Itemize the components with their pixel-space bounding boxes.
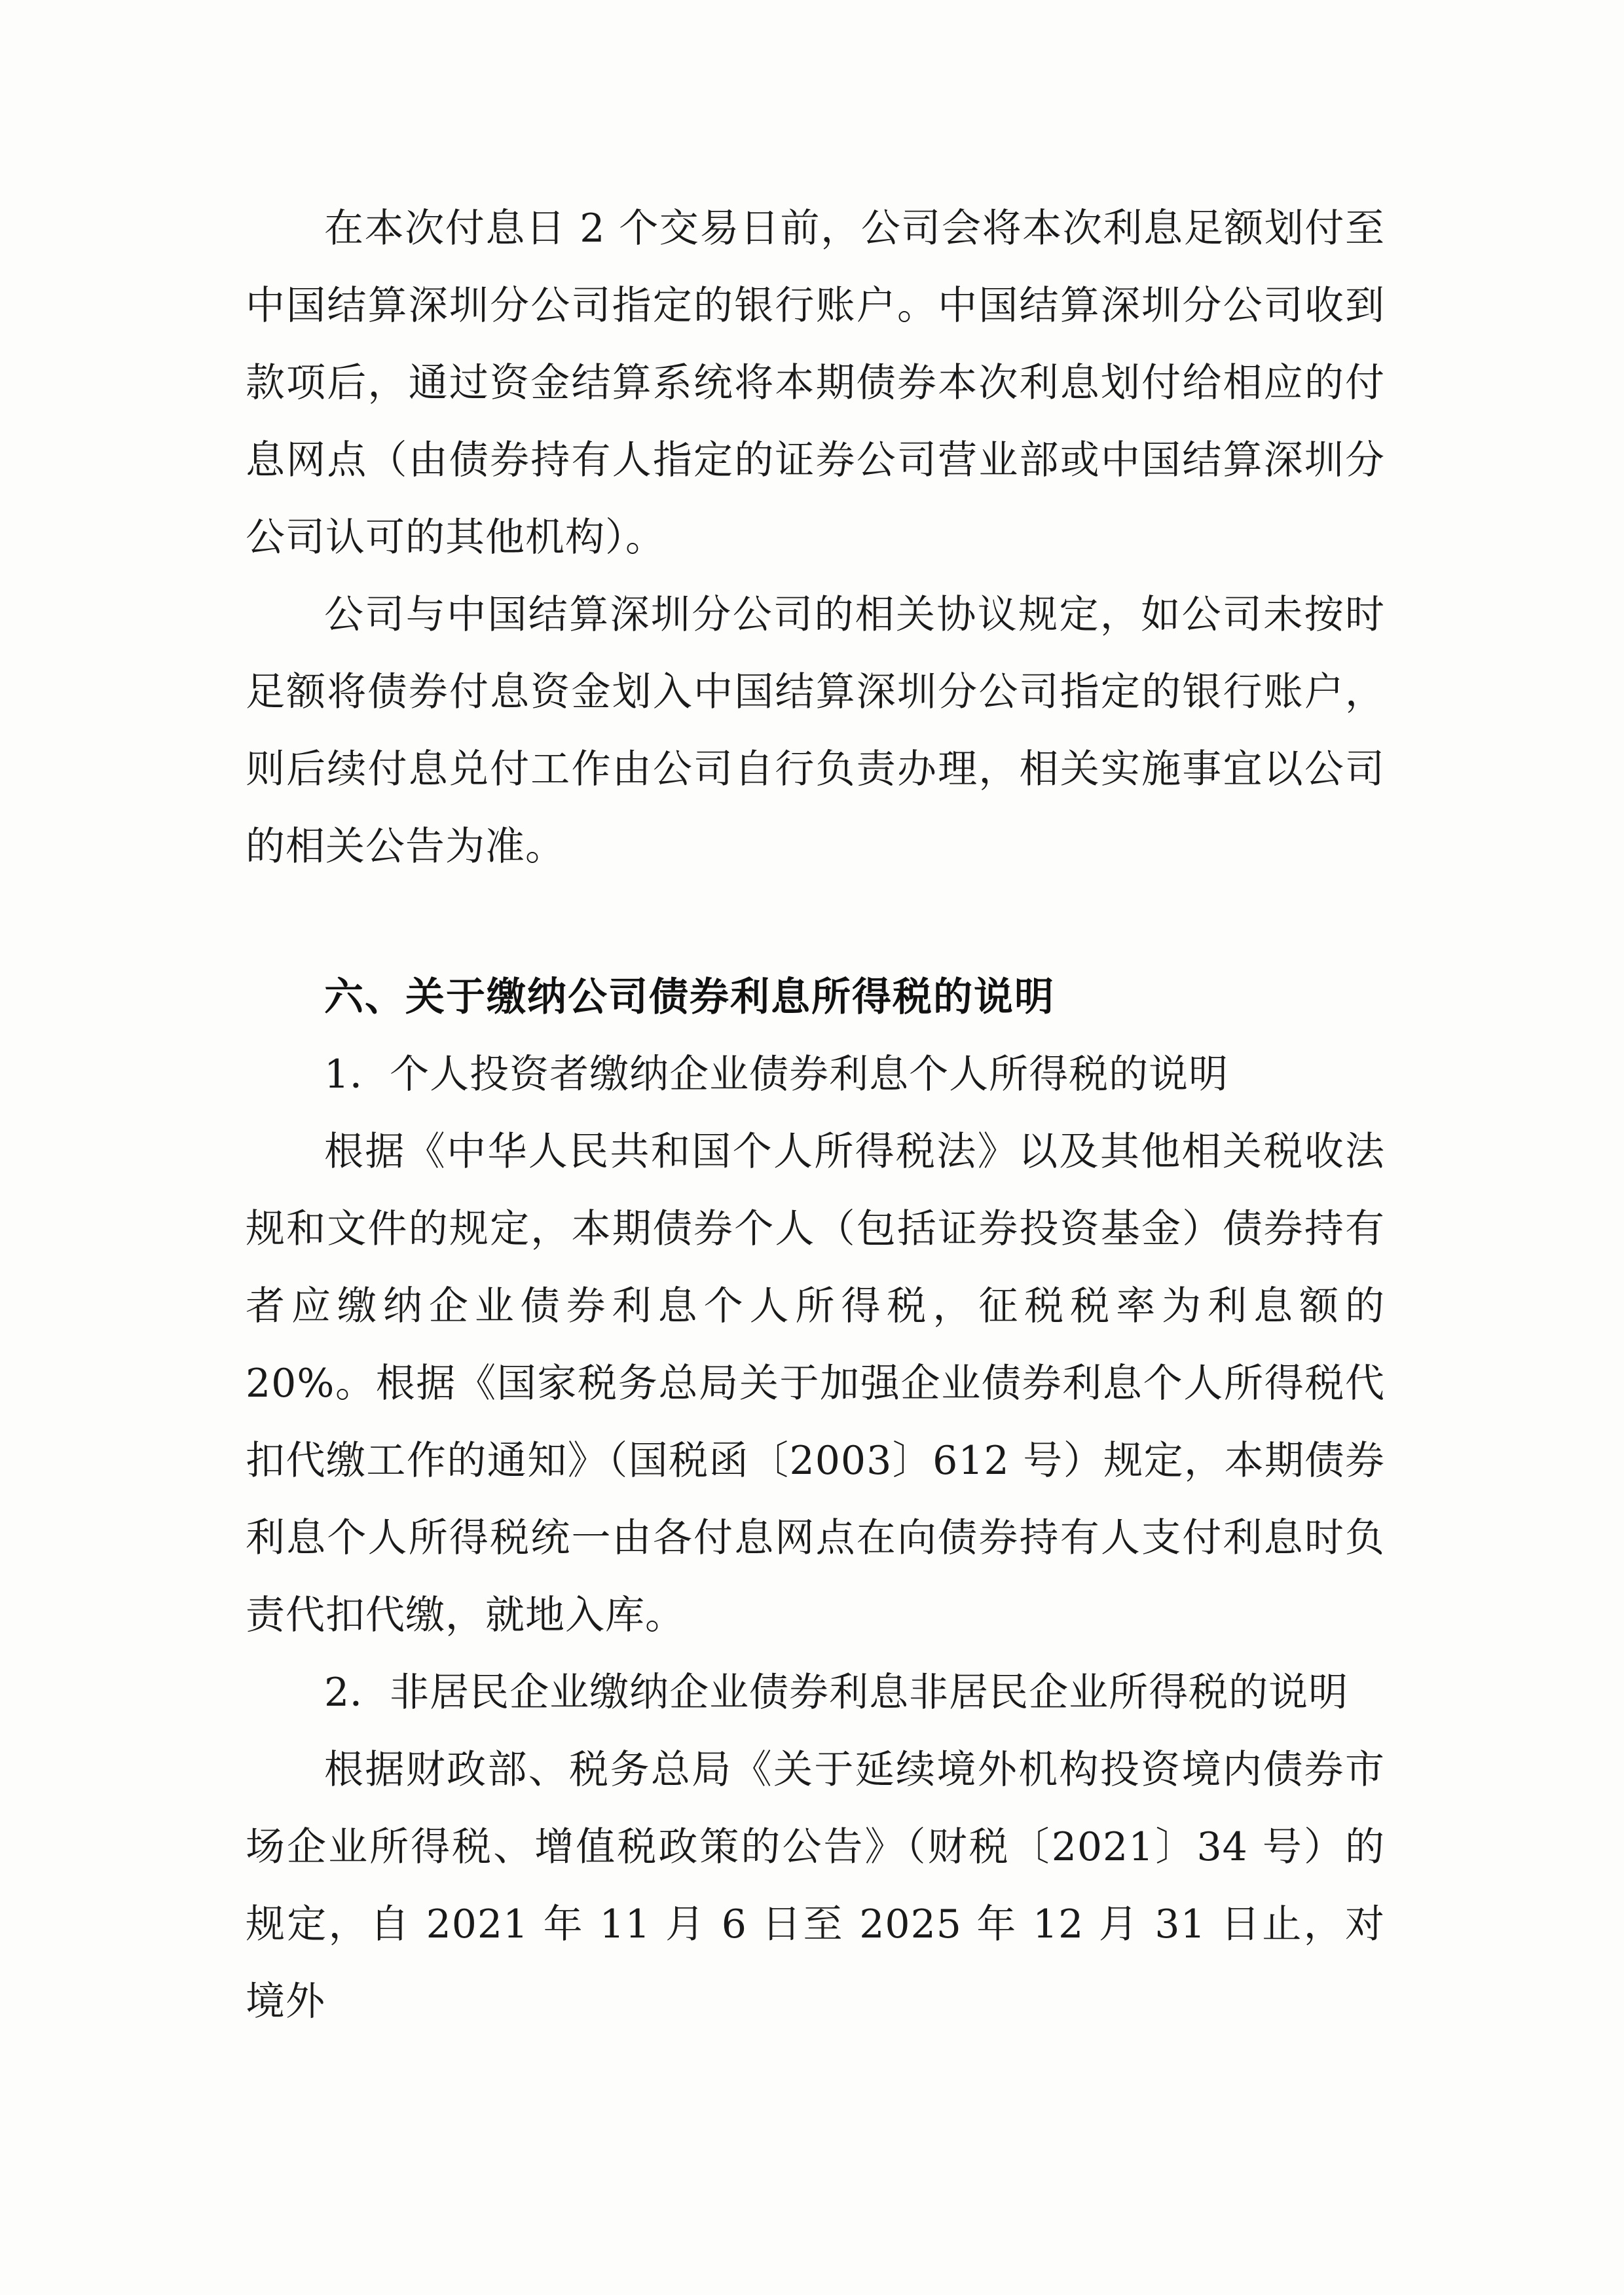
item-1-title: 1．个人投资者缴纳企业债券利息个人所得税的说明 — [324, 1052, 1229, 1097]
document-body — [246, 190, 1385, 2040]
item-2-title: 2．非居民企业缴纳企业债券利息非居民企业所得税的说明 — [324, 1670, 1349, 1716]
section-spacer — [246, 885, 1385, 959]
paragraph-agreement-terms: 公司与中国结算深圳分公司的相关协议规定，如公司未按时足额将债券付息资金划入中国结算深圳分公司指定的银行账户，则后续付息兑付工作由公司自行负责办理，相关实施事宜以公司的相关公告为准。 — [246, 592, 1385, 870]
section-heading-tax: 六、关于缴纳公司债券利息所得税的说明 — [324, 974, 1055, 1020]
paragraph-payment-transfer: 在本次付息日 2 个交易日前，公司会将本次利息足额划付至中国结算深圳分公司指定的银行账户。中国结算深圳分公司收到款项后，通过资金结算系统将本期债券本次利息划付给相应的付息网点（由债券持有人指定的证券公司营业部或中国结算深圳分公司认可的其他机构）。 — [246, 206, 1385, 560]
item-1-body: 根据《中华人民共和国个人所得税法》以及其他相关税收法规和文件的规定，本期债券个人（包括证券投资基金）债券持有者应缴纳企业债券利息个人所得税，征税税率为利息额的 20%。根据《国家税务总局关于加强企业债券利息个人所得税代扣代缴工作的通知》（国税函〔2003〕612 号）规定，本期债券利息个人所得税统一由各付息网点在向债券持有人支付利息时负责代扣代缴，就地入库。 — [246, 1129, 1385, 1638]
item-2-body: 根据财政部、税务总局《关于延续境外机构投资境内债券市场企业所得税、增值税政策的公告》（财税〔2021〕34 号）的规定，自 2021 年 11 月 6 日至 2025 年 12 月 31 日止，对境外 — [246, 1747, 1385, 2025]
